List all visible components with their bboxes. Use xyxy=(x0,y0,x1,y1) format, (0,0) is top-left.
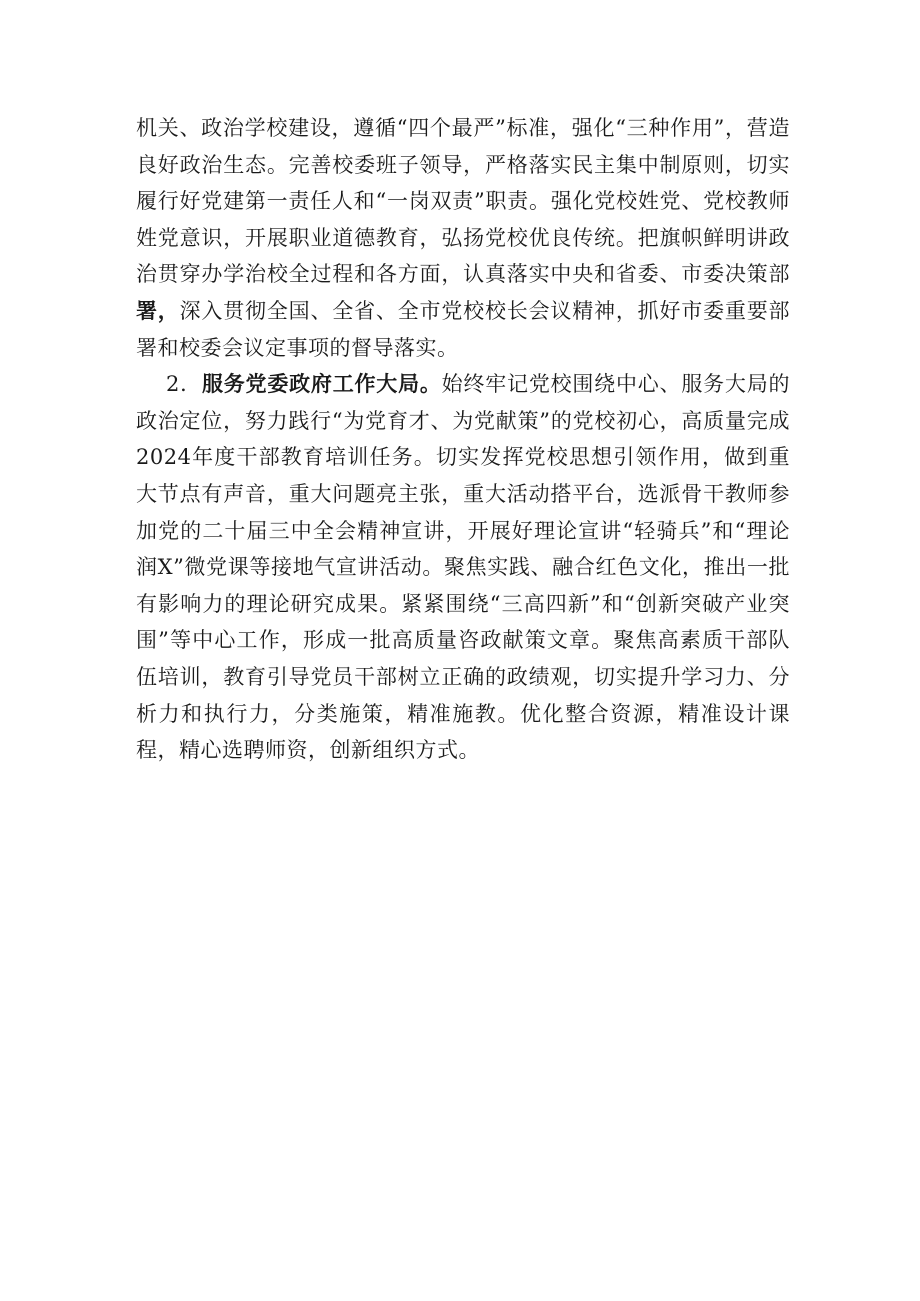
paragraph-1-bold-char: 署， xyxy=(136,297,180,323)
paragraph-2 xyxy=(136,366,790,769)
paragraph-1-text-continued: 深入贯彻全国、全省、全市党校校长会议精神，抓好市委重要部署和校委会议定事项的督导落实。 xyxy=(136,298,791,360)
document-body xyxy=(136,110,790,769)
paragraph-1 xyxy=(136,110,790,366)
paragraph-1-text: 机关、政治学校建设，遵循“四个最严”标准，强化“三种作用”，营造良好政治生态。完善校委班子领导，严格落实民主集中制原则，切实履行好党建第一责任人和“一岗双责”职责。强化党校姓党、党校教师姓党意识，开展职业道德教育，弘扬党校优良传统。把旗帜鲜明讲政治贯穿办学治校全过程和各方面，认真落实中央和省委、市委决策部 xyxy=(136,116,790,287)
paragraph-2-body: 始终牢记党校围绕中心、服务大局的政治定位，努力践行“为党育才、为党献策”的党校初心，高质量完成2024年度干部教育培训任务。切实发挥党校思想引领作用，做到重大节点有声音，重大问题亮主张，重大活动搭平台，选派骨干教师参加党的二十届三中全会精神宣讲，开展好理论宣讲“轻骑兵”和“理论润X”微党课等接地气宣讲活动。聚焦实践、融合红色文化，推出一批有影响力的理论研究成果。紧紧围绕“三高四新”和“创新突破产业突围”等中心工作，形成一批高质量咨政献策文章。聚焦高素质干部队伍培训，教育引导党员干部树立正确的政绩观，切实提升学习力、分析力和执行力，分类施策，精准施教。优化整合资源，精准设计课程，精心选聘师资，创新组织方式。 xyxy=(136,372,791,763)
paragraph-2-heading: 服务党委政府工作大局。 xyxy=(201,371,442,397)
paragraph-2-number: 2． xyxy=(166,372,202,397)
